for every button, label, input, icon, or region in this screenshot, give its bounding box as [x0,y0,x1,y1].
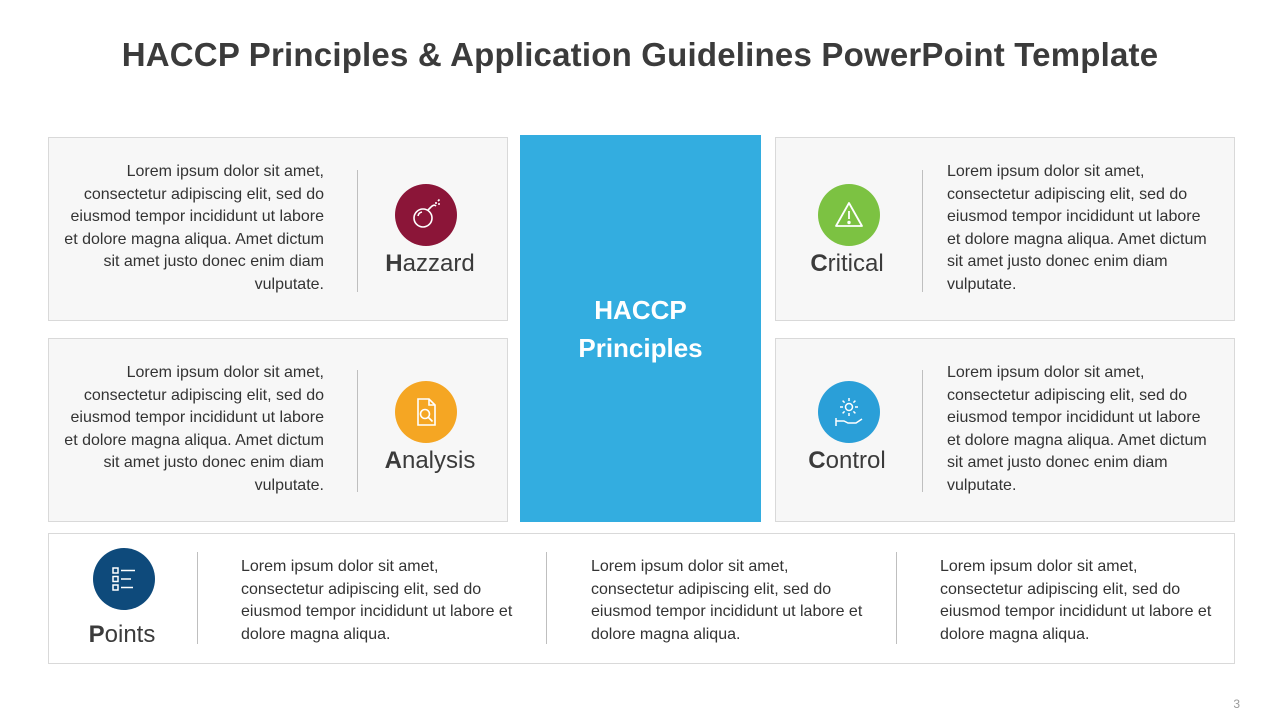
page-number: 3 [1233,697,1240,711]
center-title-line1: HACCP [594,294,687,325]
points-text-3: Lorem ipsum dolor sit amet, consectetur adipiscing elit, sed do eiusmod tempor incididunt ut labore et dolore magna aliqua. [940,558,1212,643]
analysis-icon-circle [395,381,457,443]
points-label: Points [88,621,156,648]
analysis-text: Lorem ipsum dolor sit amet, consectetur adipiscing elit, sed do eiusmod tempor incididunt ut labore et dolore magna aliqua. Amet dictum sit amet justo donec enim diam vulputate. [64,364,324,494]
points-icon-circle [93,548,155,610]
points-divider-1 [197,552,198,644]
control-label: Control [808,447,886,474]
gear-hand-icon [831,394,867,430]
points-text-2: Lorem ipsum dolor sit amet, consectetur adipiscing elit, sed do eiusmod tempor incididunt ut labore et dolore magna aliqua. [591,558,863,643]
critical-text: Lorem ipsum dolor sit amet, consectetur adipiscing elit, sed do eiusmod tempor incididunt ut labore et dolore magna aliqua. Amet dictum sit amet justo donec enim diam vulputate. [947,163,1207,293]
slide-title: HACCP Principles & Application Guidelines PowerPoint Template [121,36,1159,73]
document-search-icon [409,395,443,429]
control-divider [922,370,923,492]
center-principles-box [520,135,761,522]
hazard-label: Hazzard [385,250,475,277]
points-text-1: Lorem ipsum dolor sit amet, consectetur adipiscing elit, sed do eiusmod tempor incididunt ut labore et dolore magna aliqua. [241,558,513,643]
hazard-text: Lorem ipsum dolor sit amet, consectetur adipiscing elit, sed do eiusmod tempor incididunt ut labore et dolore magna aliqua. Amet dictum sit amet justo donec enim diam vulputate. [64,163,324,293]
checklist-icon [107,562,141,596]
hazard-divider [357,170,358,292]
warning-icon [832,198,866,232]
critical-divider [922,170,923,292]
critical-icon-circle [818,184,880,246]
points-divider-3 [896,552,897,644]
control-icon-circle [818,381,880,443]
critical-label: Critical [810,250,884,277]
hazard-icon-circle [395,184,457,246]
center-title-line2: Principles [578,332,703,363]
control-text: Lorem ipsum dolor sit amet, consectetur adipiscing elit, sed do eiusmod tempor incididunt ut labore et dolore magna aliqua. Amet dictum sit amet justo donec enim diam vulputate. [947,364,1207,494]
bomb-icon [409,198,443,232]
analysis-label: Analysis [384,447,476,474]
points-divider-2 [546,552,547,644]
analysis-divider [357,370,358,492]
